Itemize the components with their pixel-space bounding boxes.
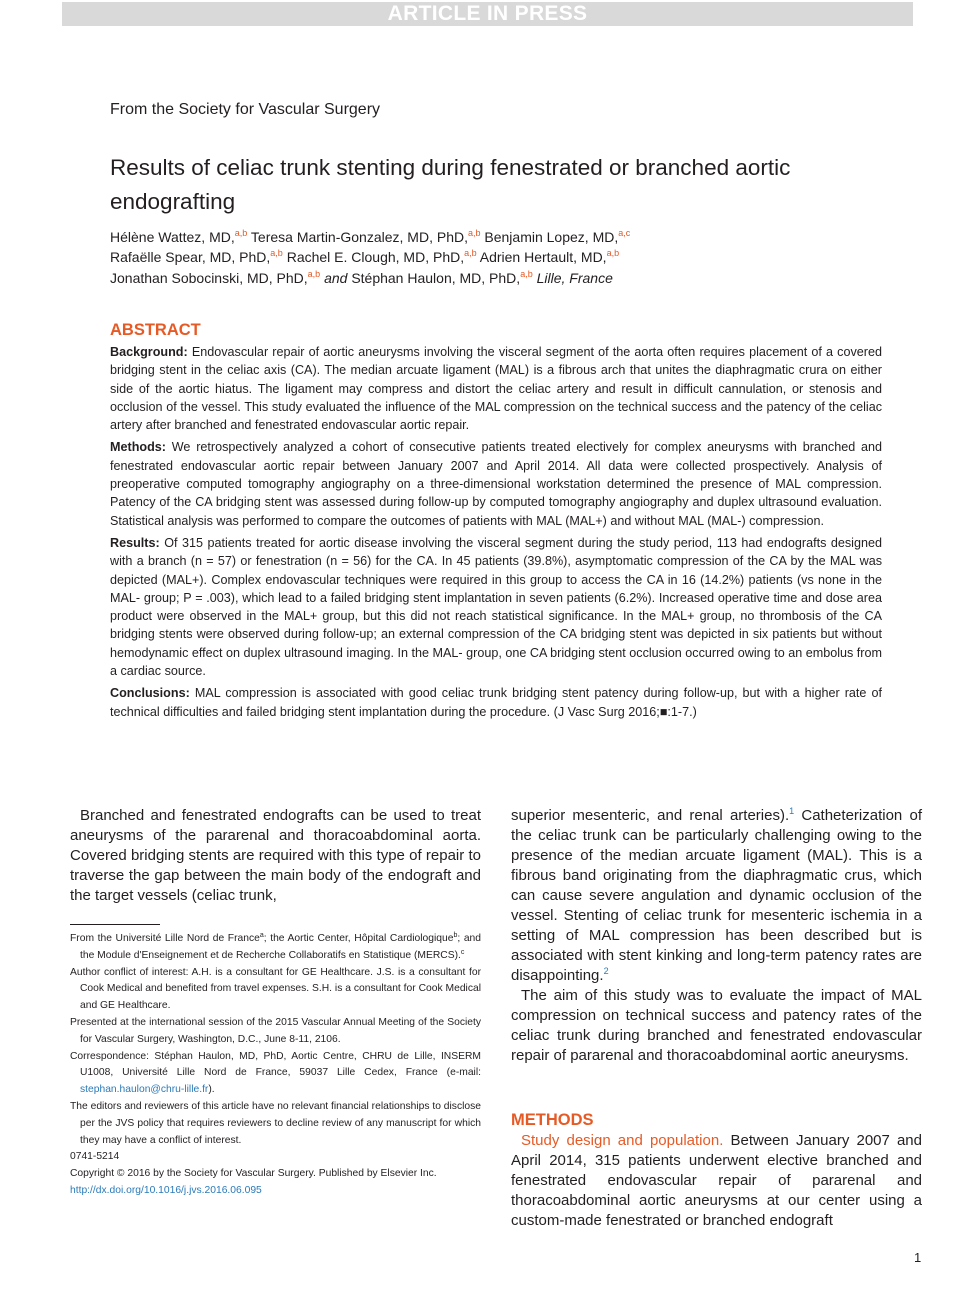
methods-subheading: Study design and population.	[521, 1132, 724, 1149]
footnote-divider	[70, 924, 160, 925]
author-list: Hélène Wattez, MD,$^{a,b}$ Teresa Martin-Gonzalez, MD, PhD,$^{a,b}$ Benjamin Lopez, MD,$^{a,c}$ Rafaëlle Spear, MD, PhD,$^{a,b}$ Rachel E. Clough, MD, PhD,$^{a,b}$ Adrien Hertault, MD,$^{a,b}$ Jonathan Sobocinski, MD, PhD,$^{a,b}$ and Stéphan Haulon, MD, PhD,$^{a,b}$ Lille, France	[110, 228, 631, 286]
footnote-correspondence: Correspondence: Stéphan Haulon, MD, PhD, Aortic Centre, CHRU de Lille, INSERM U1008, Université Lille Nord de France, 59037 Lille Cedex, France (e-mail: stephan.haulon@chru-lille.fr).	[70, 1050, 481, 1096]
page-number: 1	[914, 1250, 922, 1265]
methods-text: Study design and population. Between January 2007 and April 2014, 315 patients underwent elective branched and fenestrated endovascular repair of pararenal and thoracoabdominal aortic aneurysms at our center using a custom-made fenestrated or branched endograft	[511, 1132, 922, 1229]
abstract-background: Background: Endovascular repair of aortic aneurysms involving the visceral segment of the aorta often requires placement of a covered bridging stent in the celiac axis (CA). The median arcuate ligament (MAL) is a fibrous arch that unites the diaphragmatic crura on either side of the aortic hiatus. The ligament may compress and distort the celiac artery and result in difficult cannulation, or stenosis and occlusion of the vessel. This study evaluated the influence of the MAL compression on the technical success and the patency of the celiac artery after branched and fenestrated endovascular aortic repair.	[110, 345, 882, 433]
abstract-conclusions: Conclusions: MAL compression is associated with good celiac trunk bridging stent patency during follow-up, but with a higher rate of technical difficulties and failed bridging stent implantation during the procedure. (J Vasc Surg 2016;■:1-7.)	[110, 686, 883, 719]
author: Benjamin Lopez, MD,	[484, 229, 619, 245]
abstract-results: Results: Of 315 patients treated for aortic disease involving the visceral segment during the study period, 113 had endografts designed with a branch (n = 57) or fenestration (n = 56) for the CA. In 45 patients (39.8%), asymptomatic compression of the CA by the MAL was depicted (MAL+). Complex endovascular techniques were required in this group to access the CA in 16 (14.2%) patients (vs none in the MAL- group; P = .003), which lead to a failed bridging stent implantation in seven patients (6.2%). Increased operative time and dose area product were observed in the MAL+ group, but this did not reach statistical significance. In the MAL+ group, no thrombosis of the CA bridging stents were observed during follow-up; an external compression of the CA bridging stent was depicted in six patients but without hemodynamic effect on duplex ultrasound imaging. In the MAL- group, one CA bridging stent occlusion occurred owing to an embolus from a cardiac source.	[110, 535, 882, 679]
article-in-press-banner: ARTICLE IN PRESS	[62, 2, 913, 26]
email-link[interactable]: stephan.haulon@chru-lille.fr	[80, 1084, 209, 1096]
footnote-editors: The editors and reviewers of this article have no relevant financial relationships to disclose per the JVS policy that requires reviewers to decline review of any manuscript for which they may have a conflict of interest.	[70, 1100, 481, 1146]
author: Hélène Wattez, MD,	[110, 229, 235, 245]
abstract-methods: Methods: We retrospectively analyzed a cohort of consecutive patients treated electively for complex aneurysms with branched and fenestrated endovascular aortic repair between January 2007 and April 2014. All data were collected prospectively. Analysis of preoperative computed tomography angiography on a three-dimensional workstation determined the presence of MAL compression. Patency of the CA bridging stent was assessed during follow-up by computed tomography angiography and duplex ultrasound evaluation. Statistical analysis was performed to compare the outcomes of patients with MAL (MAL+) and without MAL (MAL-) compression.	[110, 440, 883, 528]
footnotes	[70, 931, 481, 1200]
society-label: From the Society for Vascular Surgery	[110, 101, 381, 118]
author: Teresa Martin-Gonzalez, MD, PhD,	[250, 229, 468, 245]
abstract-heading: ABSTRACT	[110, 321, 201, 339]
footnote-affiliations: From the Université Lille Nord de France$^a$; the Aortic Center, Hôpital Cardiologique$^b$; and the Module d'Enseignement et de Recherche Collaboratifs en Statistique (MERCS).$^c$	[70, 932, 481, 961]
author: Jonathan Sobocinski, MD, PhD,	[110, 269, 308, 286]
article-title: Results of celiac trunk stenting during fenestrated or branched aortic endografting	[110, 155, 791, 214]
location: Lille, France	[536, 269, 613, 286]
body-left-column: Branched and fenestrated endografts can be used to treat aneurysms of the pararenal and thoracoabdominal aorta. Covered bridging stents are required with this type of repair to traverse the gap between the main body of the endograft and the target vessels (celiac trunk,	[70, 807, 481, 904]
issn: 0741-5214	[70, 1151, 120, 1163]
methods-heading: METHODS	[511, 1111, 594, 1129]
footnote-conflict: Author conflict of interest: A.H. is a consultant for GE Healthcare. J.S. is a consultant for Cook Medical and benefited from travel expenses. S.H. is a consultant for Cook Medical and GE Healthcare.	[70, 966, 481, 1012]
reference-link[interactable]: 2	[603, 966, 609, 976]
copyright: Copyright © 2016 by the Society for Vascular Surgery. Published by Elsevier Inc.	[70, 1168, 437, 1180]
abstract-body	[110, 343, 882, 725]
author: Rafaëlle Spear, MD, PhD,	[110, 249, 271, 266]
author: Stéphan Haulon, MD, PhD,	[351, 269, 521, 286]
body-right-column: superior mesenteric, and renal arteries).$^1$ Catheterization of the celiac trunk can be particularly challenging owing to the presence of the median arcuate ligament (MAL). This is a fibrous band originating from the diaphragmatic crus, which can cause severe angulation and dynamic occlusion of the vessel. Stenting of celiac trunk for mesenteric ischemia in a setting of MAL compression has been described but is associated with stent kinking and long-term patency rates are disappointing.$^2$ The aim of this study was to evaluate the impact of MAL compression on technical success and patency rates of the celiac trunk during branched and fenestrated endovascular repair of pararenal and thoracoabdominal aortic aneurysms.	[511, 806, 922, 1064]
footnote-presented: Presented at the international session of the 2015 Vascular Annual Meeting of the Society for Vascular Surgery, Washington, D.C., June 8-11, 2106.	[70, 1016, 481, 1045]
author: Adrien Hertault, MD,	[479, 249, 607, 266]
doi-link[interactable]: http://dx.doi.org/10.1016/j.jvs.2016.06.095	[70, 1184, 262, 1196]
author: Rachel E. Clough, MD, PhD,	[286, 249, 465, 266]
reference-link[interactable]: 1	[789, 806, 795, 816]
